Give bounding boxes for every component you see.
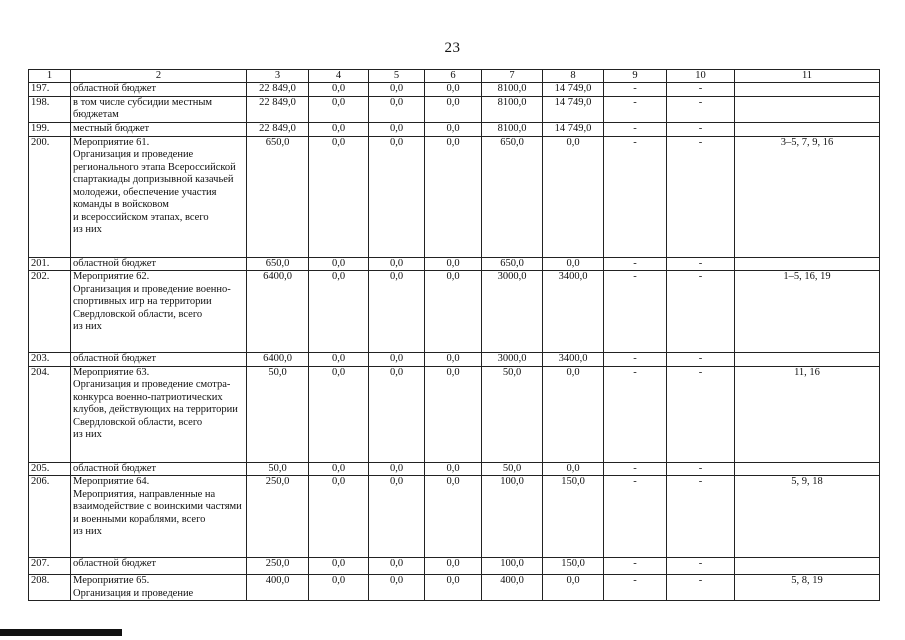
row-number-cell: 199. bbox=[29, 122, 71, 136]
year-cell: - bbox=[667, 353, 735, 367]
year-cell: - bbox=[604, 96, 667, 122]
description-cell: областной бюджет bbox=[71, 83, 247, 97]
description-cell: Мероприятие 64. Мероприятия, направленные на взаимодействие с воинскими частями и военными кораблями, всего из них bbox=[71, 476, 247, 558]
year-cell: 3000,0 bbox=[482, 353, 543, 367]
year-cell: 0,0 bbox=[369, 366, 425, 462]
total-cell: 50,0 bbox=[247, 462, 309, 476]
header-cell: 8 bbox=[543, 70, 604, 83]
goals-cell bbox=[735, 257, 880, 271]
year-cell: 0,0 bbox=[425, 257, 482, 271]
total-cell: 250,0 bbox=[247, 558, 309, 575]
year-cell: - bbox=[667, 462, 735, 476]
description-cell: Мероприятие 63. Организация и проведение смотра-конкурса военно-патриотических клубов, действующих на территории Свердловской области, всего из них bbox=[71, 366, 247, 462]
row-number-cell: 198. bbox=[29, 96, 71, 122]
year-cell: 0,0 bbox=[369, 83, 425, 97]
table-row bbox=[29, 257, 880, 271]
year-cell: 3400,0 bbox=[543, 353, 604, 367]
year-cell: 14 749,0 bbox=[543, 122, 604, 136]
total-cell: 22 849,0 bbox=[247, 96, 309, 122]
year-cell: - bbox=[604, 476, 667, 558]
year-cell: 100,0 bbox=[482, 558, 543, 575]
table-row bbox=[29, 136, 880, 257]
year-cell: 0,0 bbox=[309, 575, 369, 601]
goals-cell bbox=[735, 96, 880, 122]
year-cell: - bbox=[667, 136, 735, 257]
year-cell: 8100,0 bbox=[482, 122, 543, 136]
year-cell: 0,0 bbox=[425, 462, 482, 476]
year-cell: 0,0 bbox=[543, 257, 604, 271]
goals-cell: 3–5, 7, 9, 16 bbox=[735, 136, 880, 257]
header-cell: 7 bbox=[482, 70, 543, 83]
total-cell: 22 849,0 bbox=[247, 122, 309, 136]
description-cell: областной бюджет bbox=[71, 353, 247, 367]
year-cell: 8100,0 bbox=[482, 96, 543, 122]
row-number-cell: 205. bbox=[29, 462, 71, 476]
table-header-row bbox=[29, 70, 880, 83]
description-cell: Мероприятие 65. Организация и проведение bbox=[71, 575, 247, 601]
year-cell: 0,0 bbox=[369, 257, 425, 271]
year-cell: 0,0 bbox=[369, 122, 425, 136]
year-cell: 0,0 bbox=[309, 476, 369, 558]
year-cell: 3000,0 bbox=[482, 271, 543, 353]
year-cell: 0,0 bbox=[425, 575, 482, 601]
header-cell: 3 bbox=[247, 70, 309, 83]
year-cell: - bbox=[604, 575, 667, 601]
year-cell: 0,0 bbox=[309, 257, 369, 271]
budget-table bbox=[28, 69, 880, 601]
table-row bbox=[29, 575, 880, 601]
year-cell: 8100,0 bbox=[482, 83, 543, 97]
table-row bbox=[29, 96, 880, 122]
year-cell: - bbox=[667, 271, 735, 353]
year-cell: - bbox=[604, 257, 667, 271]
year-cell: - bbox=[667, 257, 735, 271]
goals-cell bbox=[735, 83, 880, 97]
total-cell: 22 849,0 bbox=[247, 83, 309, 97]
row-number-cell: 201. bbox=[29, 257, 71, 271]
header-cell: 11 bbox=[735, 70, 880, 83]
year-cell: 0,0 bbox=[369, 476, 425, 558]
year-cell: 0,0 bbox=[309, 353, 369, 367]
header-cell: 5 bbox=[369, 70, 425, 83]
year-cell: 0,0 bbox=[425, 558, 482, 575]
year-cell: 0,0 bbox=[369, 96, 425, 122]
year-cell: - bbox=[604, 122, 667, 136]
description-cell: Мероприятие 61. Организация и проведение регионального этапа Всероссийской спартакиады допризывной казачьей молодежи, обеспечение участия команды в войсковом и всероссийском этапах, всего из них bbox=[71, 136, 247, 257]
year-cell: 0,0 bbox=[369, 136, 425, 257]
header-cell: 10 bbox=[667, 70, 735, 83]
description-cell: областной бюджет bbox=[71, 558, 247, 575]
year-cell: - bbox=[604, 83, 667, 97]
year-cell: - bbox=[667, 558, 735, 575]
year-cell: 650,0 bbox=[482, 136, 543, 257]
total-cell: 650,0 bbox=[247, 136, 309, 257]
year-cell: - bbox=[667, 366, 735, 462]
year-cell: 0,0 bbox=[309, 96, 369, 122]
year-cell: 0,0 bbox=[309, 558, 369, 575]
goals-cell bbox=[735, 353, 880, 367]
description-cell: в том числе субсидии местным бюджетам bbox=[71, 96, 247, 122]
year-cell: 14 749,0 bbox=[543, 83, 604, 97]
year-cell: 3400,0 bbox=[543, 271, 604, 353]
year-cell: - bbox=[604, 558, 667, 575]
row-number-cell: 206. bbox=[29, 476, 71, 558]
redaction-bar bbox=[0, 629, 122, 636]
table-row bbox=[29, 558, 880, 575]
table-row bbox=[29, 462, 880, 476]
year-cell: 0,0 bbox=[425, 366, 482, 462]
year-cell: 150,0 bbox=[543, 476, 604, 558]
year-cell: 0,0 bbox=[309, 366, 369, 462]
goals-cell: 1–5, 16, 19 bbox=[735, 271, 880, 353]
total-cell: 400,0 bbox=[247, 575, 309, 601]
year-cell: 0,0 bbox=[425, 83, 482, 97]
header-cell: 1 bbox=[29, 70, 71, 83]
year-cell: 0,0 bbox=[425, 136, 482, 257]
year-cell: 0,0 bbox=[425, 122, 482, 136]
year-cell: 0,0 bbox=[369, 353, 425, 367]
goals-cell: 11, 16 bbox=[735, 366, 880, 462]
page-number: 23 bbox=[444, 40, 461, 56]
year-cell: 0,0 bbox=[543, 366, 604, 462]
year-cell: 0,0 bbox=[309, 83, 369, 97]
year-cell: 0,0 bbox=[369, 271, 425, 353]
goals-cell bbox=[735, 558, 880, 575]
year-cell: 0,0 bbox=[369, 558, 425, 575]
total-cell: 50,0 bbox=[247, 366, 309, 462]
total-cell: 250,0 bbox=[247, 476, 309, 558]
year-cell: 0,0 bbox=[309, 462, 369, 476]
description-cell: областной бюджет bbox=[71, 462, 247, 476]
goals-cell bbox=[735, 122, 880, 136]
year-cell: - bbox=[667, 83, 735, 97]
year-cell: 0,0 bbox=[425, 96, 482, 122]
year-cell: 0,0 bbox=[543, 136, 604, 257]
header-cell: 2 bbox=[71, 70, 247, 83]
year-cell: - bbox=[604, 462, 667, 476]
description-cell: Мероприятие 62. Организация и проведение военно-спортивных игр на территории Свердловской области, всего из них bbox=[71, 271, 247, 353]
row-number-cell: 197. bbox=[29, 83, 71, 97]
row-number-cell: 208. bbox=[29, 575, 71, 601]
table-row bbox=[29, 83, 880, 97]
header-cell: 4 bbox=[309, 70, 369, 83]
year-cell: 0,0 bbox=[369, 575, 425, 601]
year-cell: - bbox=[604, 136, 667, 257]
table-row bbox=[29, 122, 880, 136]
year-cell: 150,0 bbox=[543, 558, 604, 575]
year-cell: - bbox=[604, 353, 667, 367]
year-cell: 0,0 bbox=[543, 575, 604, 601]
year-cell: 0,0 bbox=[425, 271, 482, 353]
year-cell: 0,0 bbox=[309, 271, 369, 353]
year-cell: 50,0 bbox=[482, 462, 543, 476]
table-row bbox=[29, 366, 880, 462]
year-cell: - bbox=[604, 271, 667, 353]
total-cell: 650,0 bbox=[247, 257, 309, 271]
total-cell: 6400,0 bbox=[247, 271, 309, 353]
year-cell: 100,0 bbox=[482, 476, 543, 558]
year-cell: 50,0 bbox=[482, 366, 543, 462]
year-cell: - bbox=[604, 366, 667, 462]
year-cell: 0,0 bbox=[425, 353, 482, 367]
table-row bbox=[29, 353, 880, 367]
row-number-cell: 200. bbox=[29, 136, 71, 257]
row-number-cell: 202. bbox=[29, 271, 71, 353]
year-cell: - bbox=[667, 575, 735, 601]
year-cell: 0,0 bbox=[425, 476, 482, 558]
year-cell: - bbox=[667, 96, 735, 122]
year-cell: 0,0 bbox=[309, 122, 369, 136]
year-cell: 14 749,0 bbox=[543, 96, 604, 122]
goals-cell: 5, 8, 19 bbox=[735, 575, 880, 601]
row-number-cell: 203. bbox=[29, 353, 71, 367]
goals-cell bbox=[735, 462, 880, 476]
header-cell: 9 bbox=[604, 70, 667, 83]
year-cell: 400,0 bbox=[482, 575, 543, 601]
year-cell: 650,0 bbox=[482, 257, 543, 271]
year-cell: 0,0 bbox=[543, 462, 604, 476]
year-cell: 0,0 bbox=[309, 136, 369, 257]
description-cell: областной бюджет bbox=[71, 257, 247, 271]
table-row bbox=[29, 271, 880, 353]
description-cell: местный бюджет bbox=[71, 122, 247, 136]
row-number-cell: 204. bbox=[29, 366, 71, 462]
year-cell: - bbox=[667, 476, 735, 558]
year-cell: 0,0 bbox=[369, 462, 425, 476]
year-cell: - bbox=[667, 122, 735, 136]
total-cell: 6400,0 bbox=[247, 353, 309, 367]
row-number-cell: 207. bbox=[29, 558, 71, 575]
table-row bbox=[29, 476, 880, 558]
header-cell: 6 bbox=[425, 70, 482, 83]
goals-cell: 5, 9, 18 bbox=[735, 476, 880, 558]
